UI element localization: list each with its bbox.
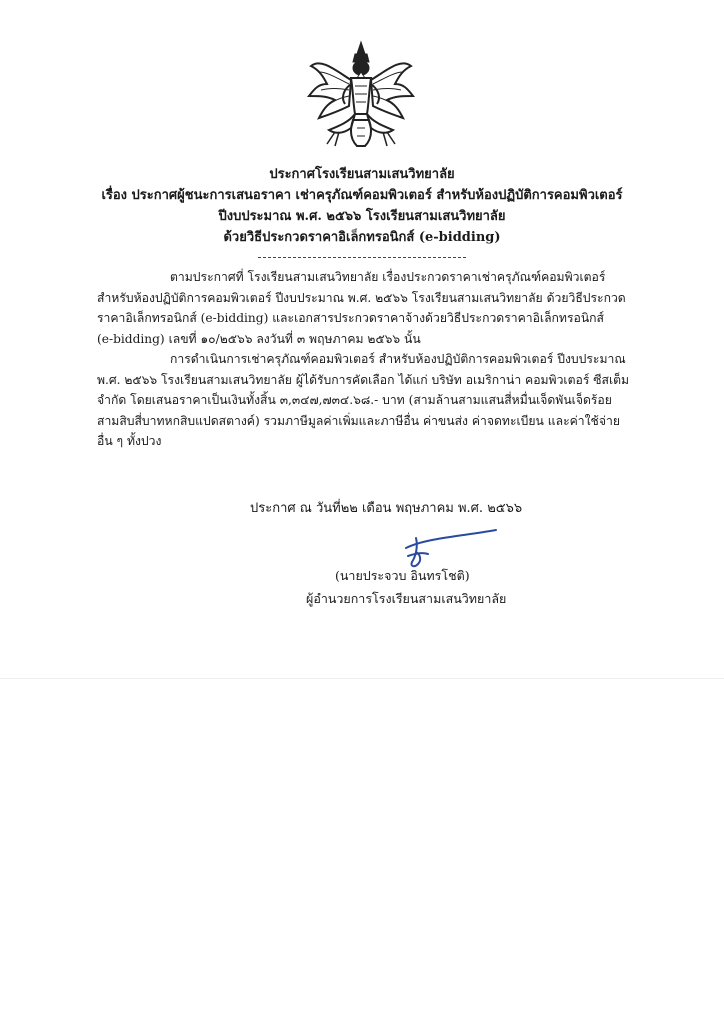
announcement-header xyxy=(60,164,664,248)
body-line: (e-bidding) เลขที่ ๑๐/๒๕๖๖ ลงวันที่ ๓ พฤษภาคม ๒๕๖๖ นั้น xyxy=(97,331,421,346)
header-divider xyxy=(258,257,466,258)
announcement-subject: เรื่อง ประกาศผู้ชนะการเสนอราคา เช่าครุภัณฑ์คอมพิวเตอร์ สำหรับห้องปฏิบัติการคอมพิวเตอร์ xyxy=(101,188,623,203)
paragraph-winner xyxy=(97,349,630,452)
body-line: ตามประกาศที่ โรงเรียนสามเสนวิทยาลัย เรื่องประกวดราคาเช่าครุภัณฑ์คอมพิวเตอร์ xyxy=(170,270,606,284)
body-line: จำกัด โดยเสนอราคาเป็นเงินทั้งสิ้น ๓,๓๔๗,๗๓๔.๖๘.- บาท (สามล้านสามแสนสี่หมื่นเจ็ดพันเจ็ดร้อย xyxy=(97,393,612,407)
body-line: ราคาอิเล็กทรอนิกส์ (e-bidding) และเอกสารประกวดราคาจ้างด้วยวิธีประกวดราคาอิเล็กทรอนิกส์ xyxy=(97,311,604,325)
announcement-fiscal-year: ปีงบประมาณ พ.ศ. ๒๕๖๖ โรงเรียนสามเสนวิทยาลัย xyxy=(218,209,506,224)
page-divider xyxy=(0,678,724,679)
garuda-emblem-icon xyxy=(305,40,417,150)
body-line: สามสิบสี่บาทหกสิบแปดสตางค์) รวมภาษีมูลค่าเพิ่มและภาษีอื่น ค่าขนส่ง ค่าจดทะเบียน และค่าใช้จ่าย xyxy=(97,413,620,428)
body-line: สำหรับห้องปฏิบัติการคอมพิวเตอร์ ปีงบประมาณ พ.ศ. ๒๕๖๖ โรงเรียนสามเสนวิทยาลัย ด้วยวิธีประกวด xyxy=(97,290,626,305)
announcement-body xyxy=(97,267,630,452)
announcement-date: ประกาศ ณ วันที่๒๒ เดือน พฤษภาคม พ.ศ. ๒๕๖๖ xyxy=(250,501,523,516)
paragraph-reference xyxy=(97,267,627,349)
signer-name: (นายประจวบ อินทรโชติ) xyxy=(335,568,470,583)
signer-title: ผู้อำนวยการโรงเรียนสามเสนวิทยาลัย xyxy=(306,591,507,606)
announcement-issuer: ประกาศโรงเรียนสามเสนวิทยาลัย xyxy=(269,167,455,182)
body-line: อื่น ๆ ทั้งปวง xyxy=(97,434,162,448)
body-line: พ.ศ. ๒๕๖๖ โรงเรียนสามเสนวิทยาลัย ผู้ได้รับการคัดเลือก ได้แก่ บริษัท อเมริกาน่า คอมพิวเตอร์ ซีสเต็ม xyxy=(97,372,630,387)
body-line: การดำเนินการเช่าครุภัณฑ์คอมพิวเตอร์ สำหรับห้องปฏิบัติการคอมพิวเตอร์ ปีงบประมาณ xyxy=(170,352,626,366)
announcement-method: ด้วยวิธีประกวดราคาอิเล็กทรอนิกส์ (e-bidding) xyxy=(223,230,501,245)
